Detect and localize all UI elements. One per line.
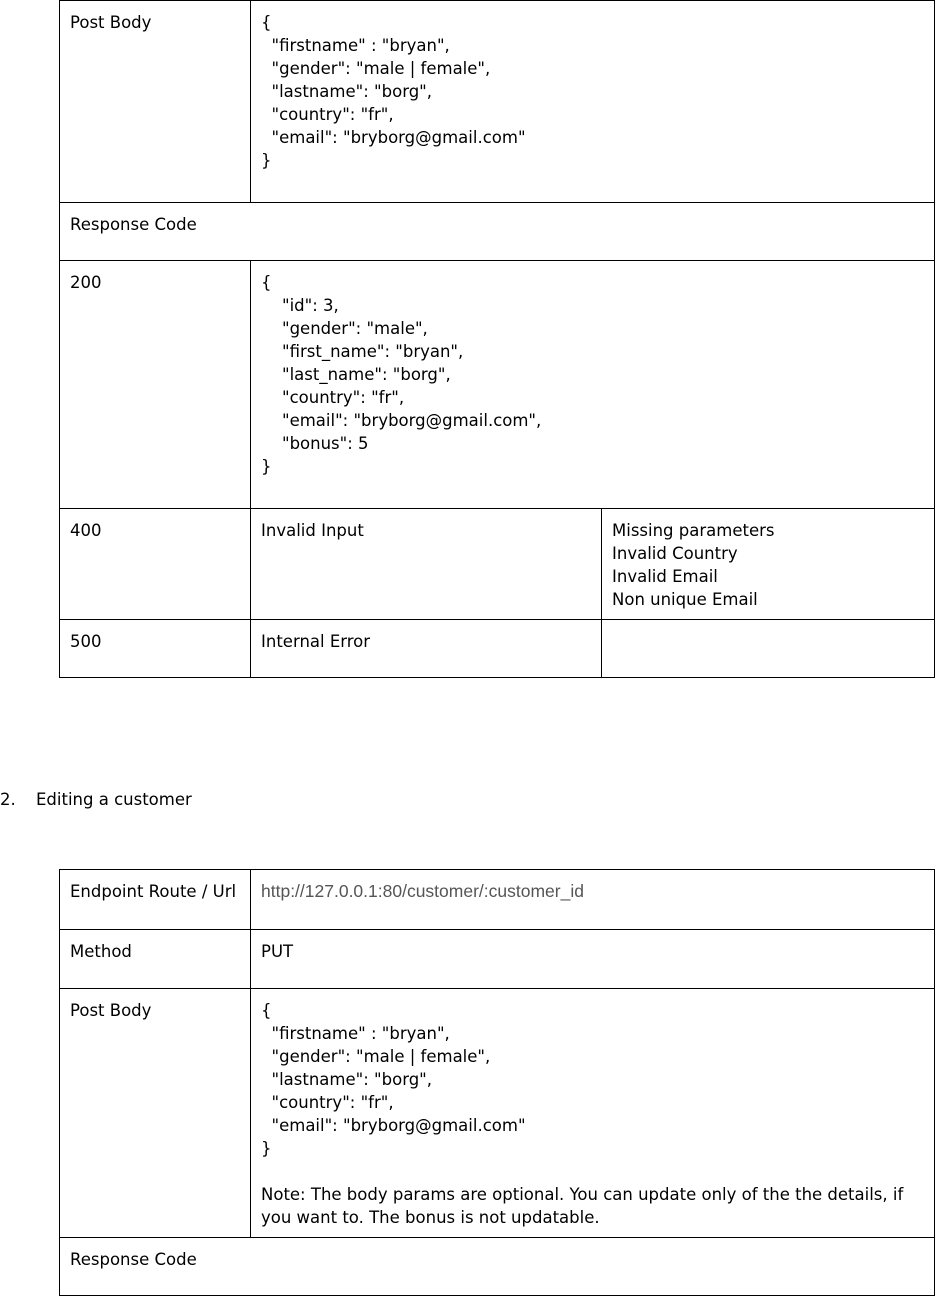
edit-customer-table <box>59 869 935 1296</box>
response-500-row <box>60 620 935 678</box>
create-customer-table <box>59 0 935 678</box>
response-500-code: 500 <box>60 620 251 678</box>
detail-line: Invalid Country <box>612 544 738 563</box>
response-400-row <box>60 509 935 620</box>
endpoint-url: http://127.0.0.1:80/customer/:customer_id <box>251 870 935 930</box>
post-body-label: Post Body <box>60 989 251 1238</box>
response-200-code: 200 <box>60 261 251 509</box>
response-code-header-row <box>60 1238 935 1296</box>
detail-line: Invalid Email <box>612 567 718 586</box>
post-body-label: Post Body <box>60 1 251 203</box>
section-title: Editing a customer <box>36 790 192 809</box>
method-value: PUT <box>251 930 935 989</box>
method-row <box>60 930 935 989</box>
post-body-row <box>60 989 935 1238</box>
section-number: 2. <box>0 790 16 809</box>
post-body-value: { "firstname" : "bryan", "gender": "male | female", "lastname": "borg", "country": "fr", "email": "bryborg@gmail.com" } <box>251 1 935 203</box>
response-200-row <box>60 261 935 509</box>
response-500-details <box>602 620 935 678</box>
endpoint-row <box>60 870 935 930</box>
endpoint-label: Endpoint Route / Url <box>60 870 251 930</box>
post-body-cell <box>251 989 935 1238</box>
response-code-label: Response Code <box>60 1238 935 1296</box>
response-code-label: Response Code <box>60 203 935 261</box>
response-400-code: 400 <box>60 509 251 620</box>
detail-line: Non unique Email <box>612 590 758 609</box>
method-label: Method <box>60 930 251 989</box>
post-body-value: { "firstname" : "bryan", "gender": "male | female", "lastname": "borg", "country": "fr", "email": "bryborg@gmail.com" } <box>261 1001 526 1158</box>
post-body-note: Note: The body params are optional. You can update only of the the details, if you want to. The bonus is not updatable. <box>261 1185 904 1227</box>
response-200-body: { "id": 3, "gender": "male", "first_name": "bryan", "last_name": "borg", "country": "fr", "email": "bryborg@gmail.com", "bonus": 5 } <box>251 261 935 509</box>
response-code-header-row <box>60 203 935 261</box>
detail-line: Missing parameters <box>612 521 775 540</box>
post-body-row <box>60 1 935 203</box>
response-400-details <box>602 509 935 620</box>
response-400-desc: Invalid Input <box>251 509 602 620</box>
response-500-desc: Internal Error <box>251 620 602 678</box>
